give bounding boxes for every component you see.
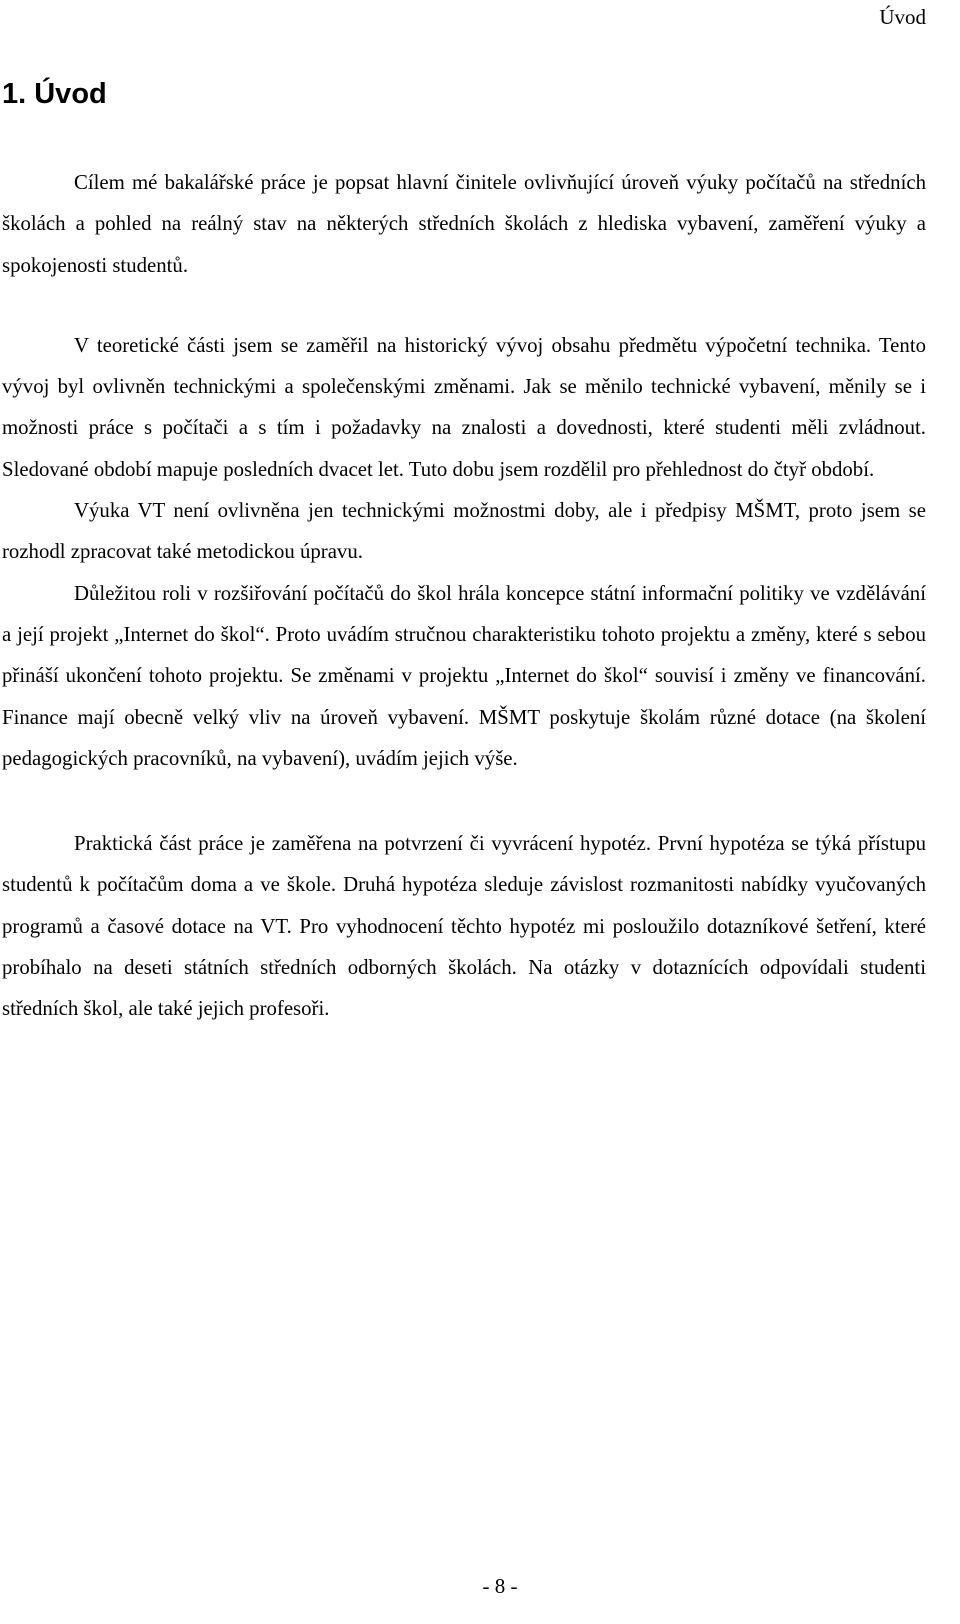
paragraph-internet-do-skol: Důležitou roli v rozšiřování počítačů do škol hrála koncepce státní informační politiky ve vzdělávání a její projekt „Internet do škol“. Proto uvádím stručnou charakteristiku tohoto projektu a změny, které s sebou přináší ukončení tohoto projektu. Se změnami v projektu „Internet do škol“ souvisí i změny ve financování. Finance mají obecně velký vliv na úroveň vybavení. MŠMT poskytuje školám různé dotace (na školení pedagogických pracovníků, na vybavení), uvádím jejich výše.	[2, 581, 926, 770]
page-number: - 8 -	[482, 1574, 518, 1598]
paragraph-goal: Cílem mé bakalářské práce je popsat hlavní činitele ovlivňující úroveň výuky počítačů na středních školách a pohled na reálný stav na některých středních školách z hlediska vybavení, zaměření výuky a spokojenosti studentů.	[2, 171, 926, 277]
body-text	[2, 162, 926, 1030]
chapter-title: 1. Úvod	[2, 78, 107, 110]
running-header: Úvod	[879, 5, 926, 29]
paragraph-theory: V teoretické části jsem se zaměřil na historický vývoj obsahu předmětu výpočetní technika. Tento vývoj byl ovlivněn technickými a společenskými změnami. Jak se měnilo technické vybavení, měnily se i možnosti práce s počítači a s tím i požadavky na znalosti a dovednosti, které studenti měli zvládnout. Sledované období mapuje posledních dvacet let. Tuto dobu jsem rozdělil pro přehlednost do čtyř období.	[2, 333, 926, 481]
paragraph-msmt: Výuka VT není ovlivněna jen technickými možnostmi doby, ale i předpisy MŠMT, proto jsem se rozhodl zpracovat také metodickou úpravu.	[2, 499, 926, 564]
paragraph-practical: Praktická část práce je zaměřena na potvrzení či vyvrácení hypotéz. První hypotéza se týká přístupu studentů k počítačům doma a ve škole. Druhá hypotéza sleduje závislost rozmanitosti nabídky vyučovaných programů a časové dotace na VT. Pro vyhodnocení těchto hypotéz mi posloužilo dotazníkové šetření, které probíhalo na deseti státních středních odborných školách. Na otázky v dotaznících odpovídali studenti středních škol, ale také jejich profesoři.	[2, 832, 926, 1021]
